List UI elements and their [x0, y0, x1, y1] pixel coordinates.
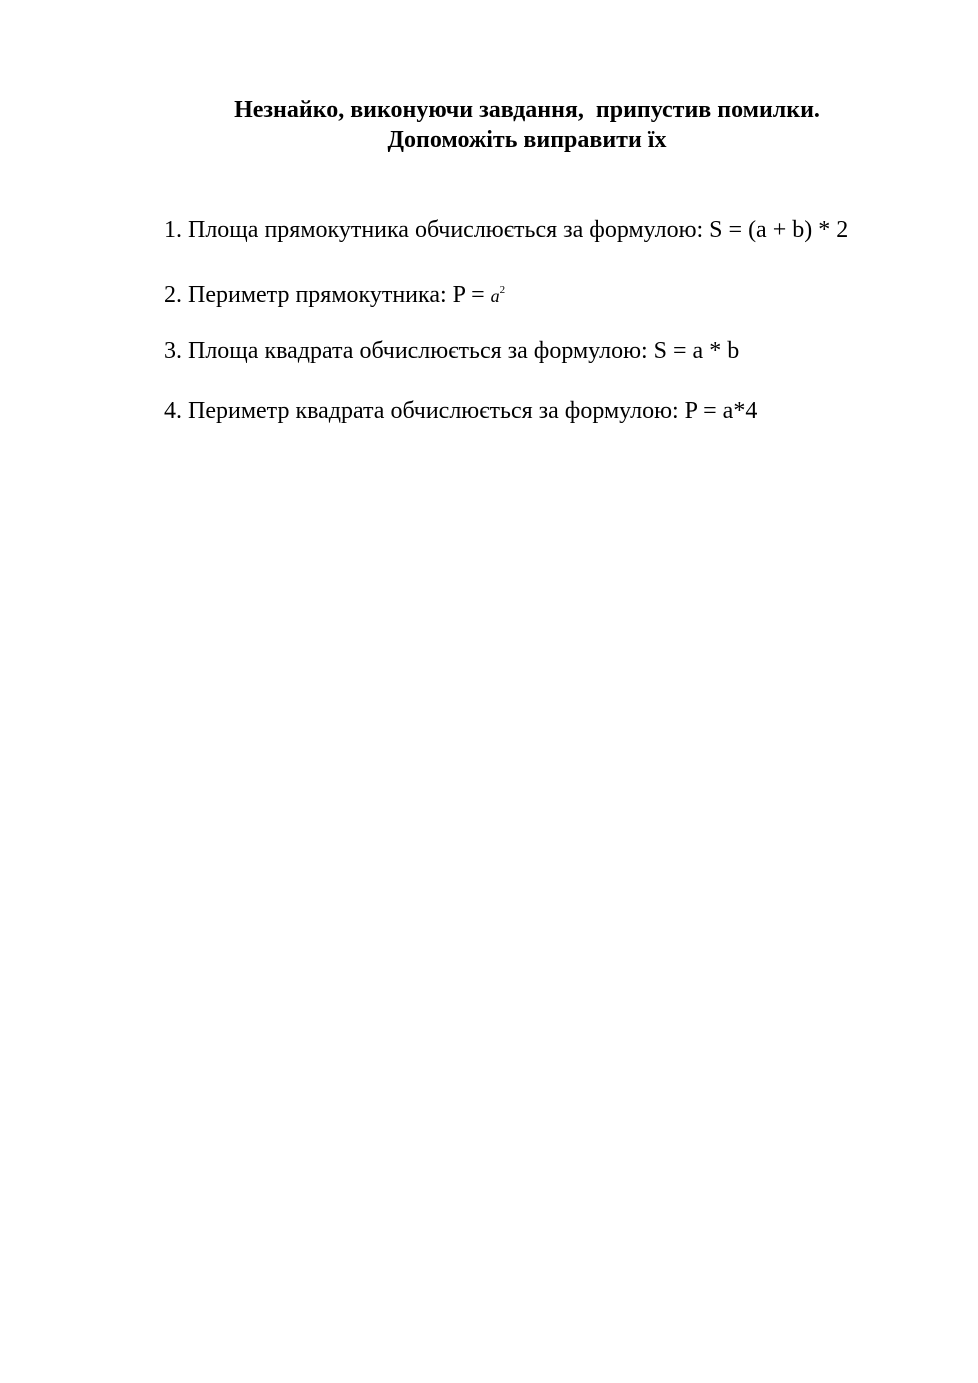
title-line-1: Незнайко, виконуючи завдання, припустив помилки. [234, 97, 820, 123]
task-item-4 [140, 366, 757, 456]
task-item-2-text: 2. Периметр прямокутника: P = [164, 282, 491, 308]
formula-exponent: 2 [499, 284, 506, 296]
title-line-2: Допоможіть виправити їх [387, 127, 667, 153]
document-title [140, 95, 914, 155]
task-item-1-text: 1. Площа прямокутника обчислюється за формулою: S = (a + b) * 2 [164, 217, 849, 243]
task-item-4-text: 4. Периметр квадрата обчислюється за формулою: P = a*4 [164, 398, 758, 424]
formula-base: a [490, 286, 500, 306]
task-item-3-text: 3. Площа квадрата обчислюється за формулою: S = a * b [164, 338, 740, 364]
